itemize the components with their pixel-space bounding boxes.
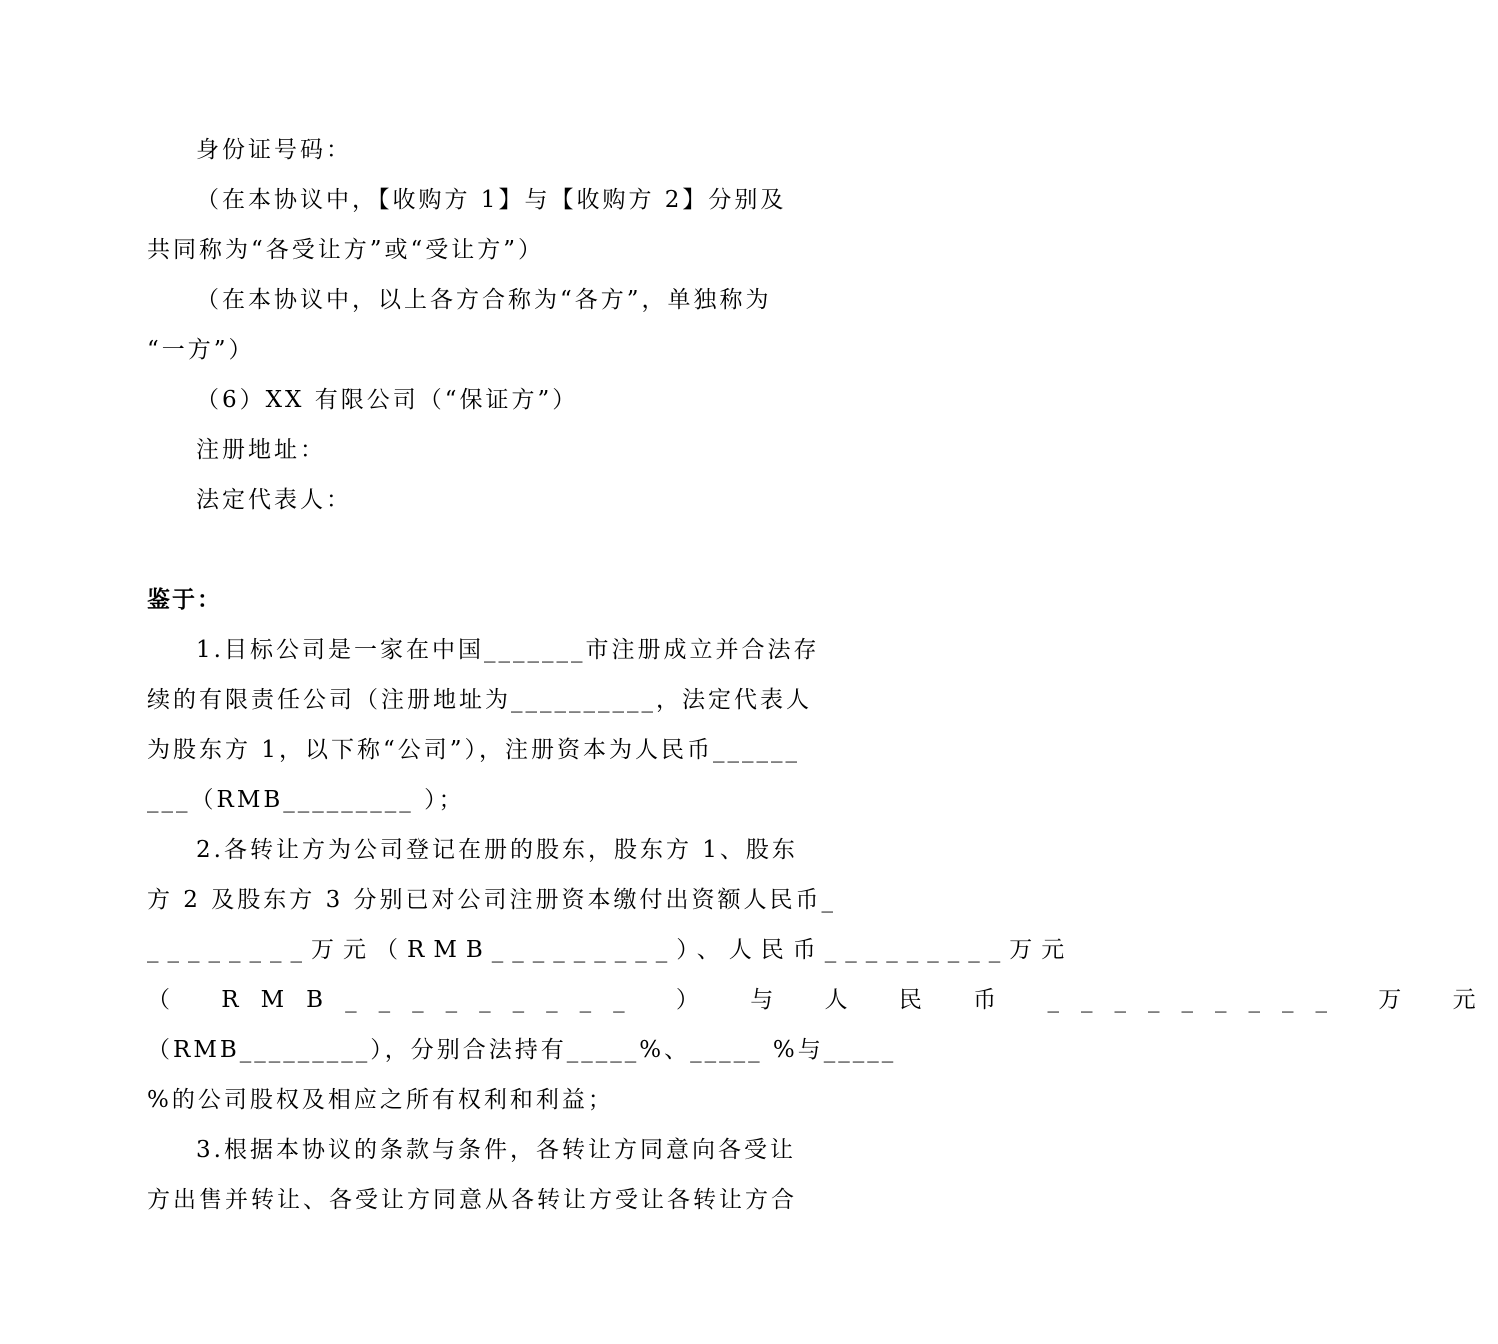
recital-line: %的公司股权及相应之所有权利和利益； [147, 1087, 614, 1113]
recital-line: 为股东方 1，以下称“公司”），注册资本为人民币______ [147, 737, 800, 763]
paragraph-line: （在本协议中，以上各方合称为“各方”，单独称为 [196, 287, 772, 313]
recital-line: 方出售并转让、各受让方同意从各转让方受让各转让方合 [147, 1187, 797, 1213]
recital-line: （ RMB_________ ） 与 人 民 币 _________ 万 元 [147, 987, 1498, 1013]
recital-line: 2.各转让方为公司登记在册的股东，股东方 1、股东 [196, 837, 798, 863]
party-guarantor: （6）XX 有限公司（“保证方”） [196, 387, 579, 413]
recital-line: ___（RMB_________ ）； [147, 787, 465, 813]
legal-representative-label: 法定代表人： [196, 487, 352, 513]
recital-line: 3.根据本协议的条款与条件，各转让方同意向各受让 [196, 1137, 796, 1163]
recital-line: 续的有限责任公司（注册地址为__________，法定代表人 [147, 687, 812, 713]
id-number-label: 身份证号码： [196, 137, 352, 163]
paragraph-line: “一方”） [147, 337, 255, 363]
paragraph-line: （在本协议中，【收购方 1】与【收购方 2】分别及 [196, 187, 787, 213]
recital-line: 1.目标公司是一家在中国_______市注册成立并合法存 [196, 637, 820, 663]
registered-address-label: 注册地址： [196, 437, 326, 463]
paragraph-line: 共同称为“各受让方”或“受让方”） [147, 237, 545, 263]
recital-line: （RMB_________），分别合法持有_____%、_____ %与_____ [147, 1037, 897, 1063]
recital-line: 方 2 及股东方 3 分别已对公司注册资本缴付出资额人民币_ [147, 887, 837, 913]
recitals-heading: 鉴于： [147, 587, 222, 613]
recital-line: ________万元（RMB_________）、人民币_________万元 [147, 937, 1074, 963]
